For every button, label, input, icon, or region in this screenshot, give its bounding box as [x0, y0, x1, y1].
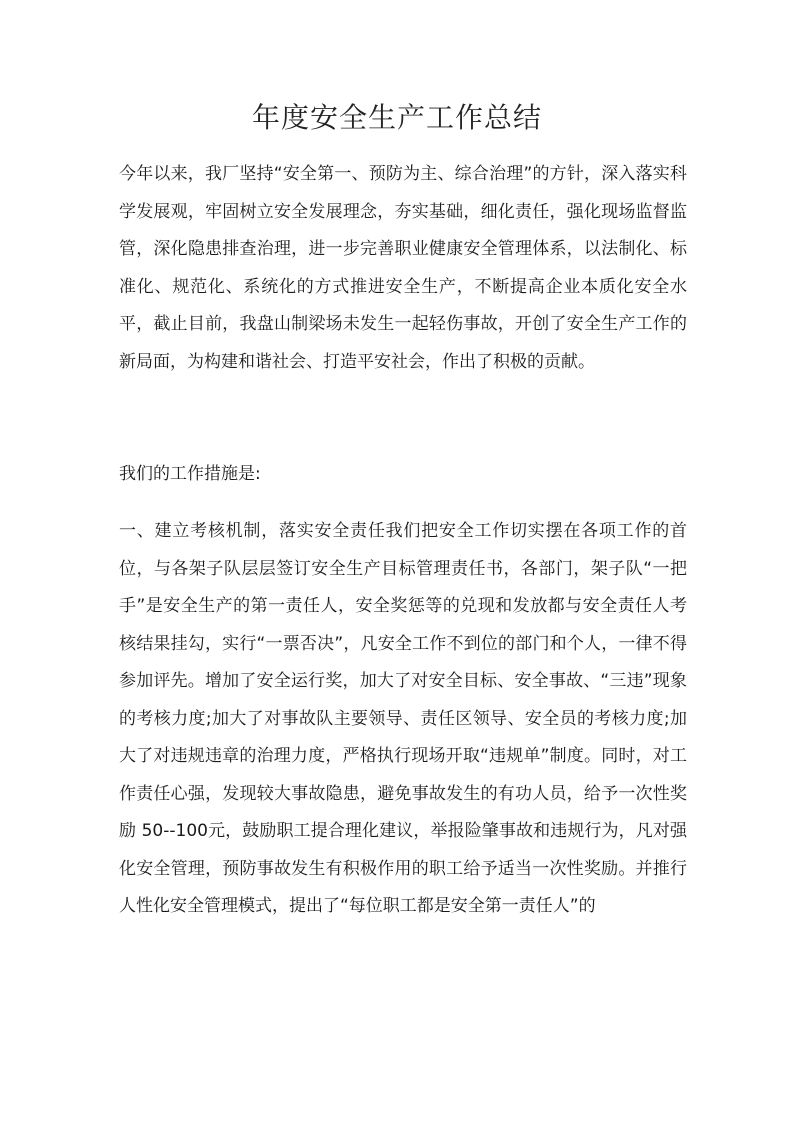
paragraph-intro: [119, 156, 687, 381]
paragraph-measures-heading: [119, 456, 687, 494]
paragraph-section-one: [119, 513, 687, 926]
paragraph-text: 今年以来，我厂坚持“安全第一、预防为主、综合治理”的方针，深入落实科学发展观，牢固树立安全发展理念，夯实基础，细化责任，强化现场监督监管，深化隐患排查治理，进一步完善职业健康安全管理体系，以法制化、标准化、规范化、系统化的方式推进安全生产，不断提高企业本质化安全水平，截止目前，我盘山制梁场未发生一起轻伤事故，开创了安全生产工作的新局面，为构建和谐社会、打造平安社会，作出了积极的贡献。: [119, 164, 687, 372]
paragraph-text: 一、建立考核机制，落实安全责任我们把安全工作切实摆在各项工作的首位，与各架子队层层签订安全生产目标管理责任书，各部门，架子队“一把手”是安全生产的第一责任人，安全奖惩等的兑现和发放都与安全责任人考核结果挂勾，实行“一票否决”，凡安全工作不到位的部门和个人，一律不得参加评先。增加了安全运行奖，加大了对安全目标、安全事故、“三违”现象的考核力度;加大了对事故队主要领导、责任区领导、安全员的考核力度;加大了对违规违章的治理力度，严格执行现场开取“违规单”制度。同时，对工作责任心强，发现较大事故隐患，避免事故发生的有功人员，给予一次性奖励 50--100元，鼓励职工提合理化建议，举报险肇事故和违规行为，凡对强化安全管理，预防事故发生有积极作用的职工给予适当一次性奖励。并推行人性化安全管理模式，提出了“每位职工都是安全第一责任人”的: [119, 521, 687, 916]
document-title: 年度安全生产工作总结: [251, 101, 542, 134]
paragraph-text: 我们的工作措施是:: [119, 464, 261, 484]
